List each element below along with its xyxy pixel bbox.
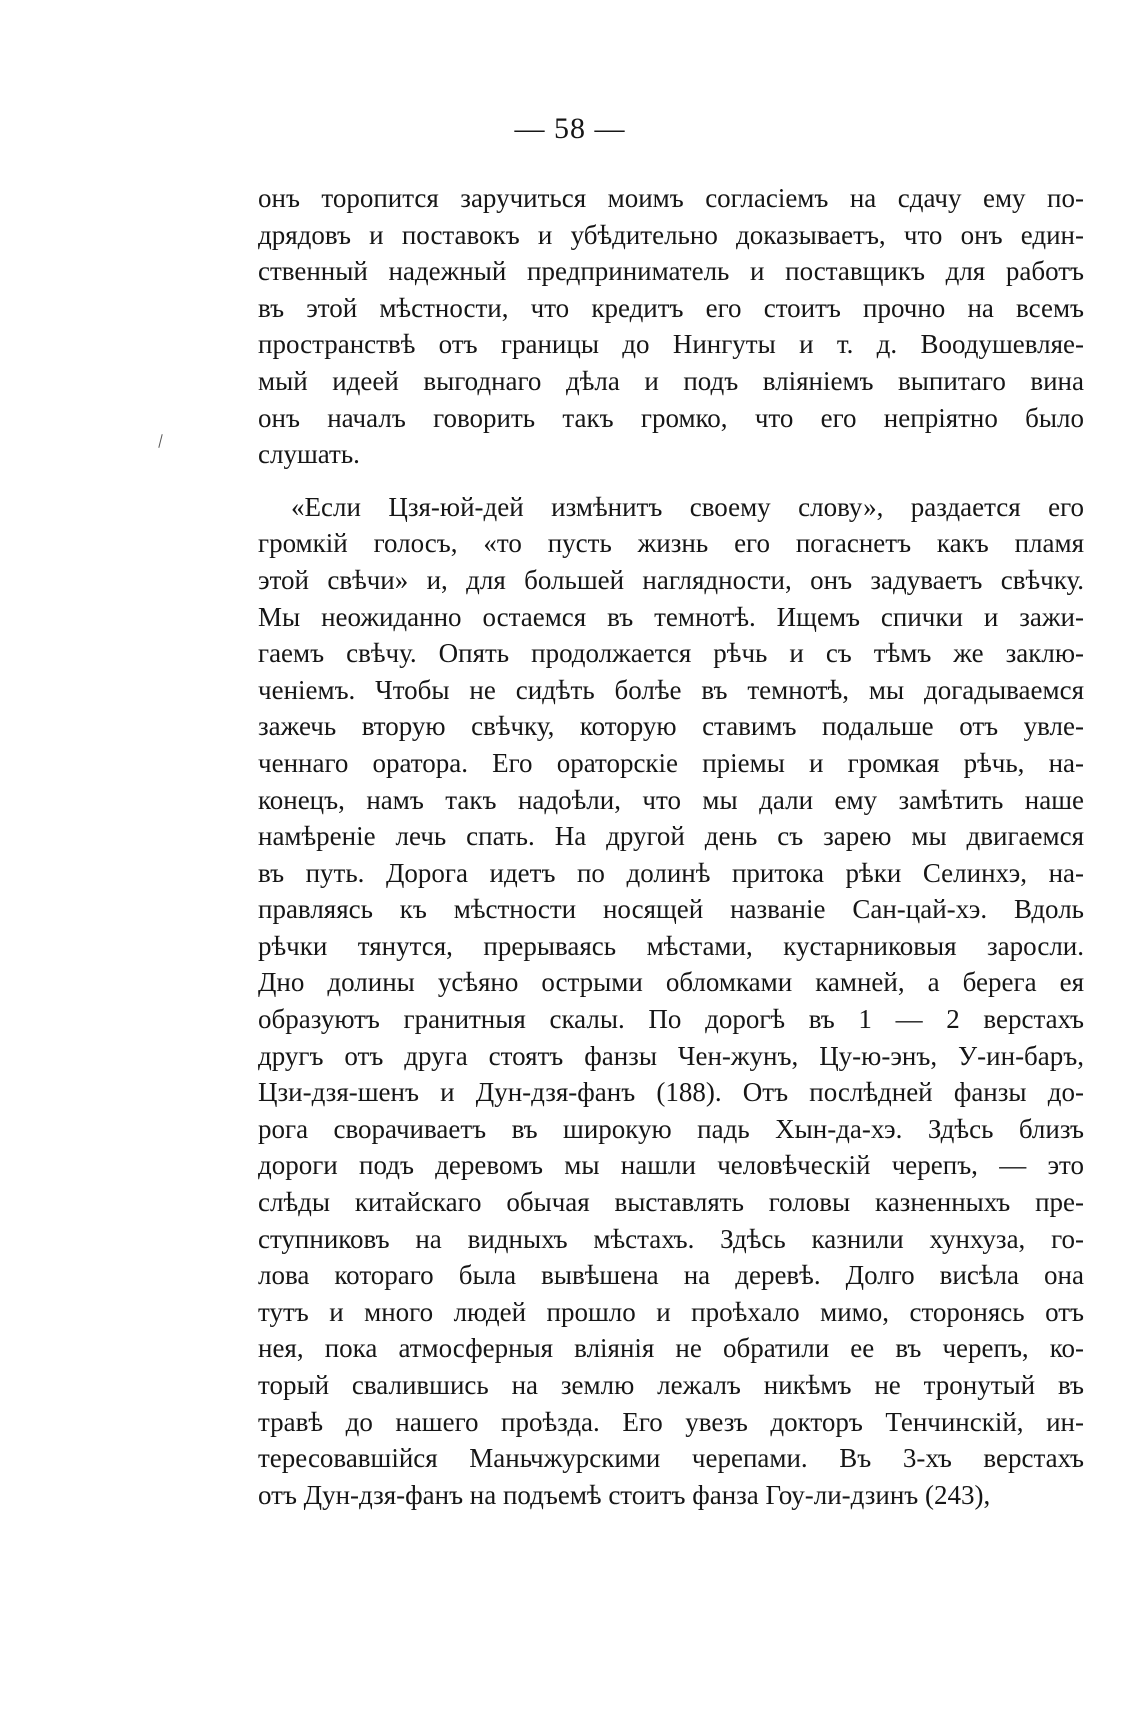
text-line: правляясь къ мѣстности носящей названіе Сан-цай-хэ. Вдоль [258,894,1084,925]
text-line: торый свалившись на землю лежалъ никѣмъ не тронутый въ [258,1370,1084,1400]
text-line: нея, пока атмосферныя вліянія не обратили ее въ черепъ, ко- [258,1333,1084,1364]
text-line: въ путь. Дорога идетъ по долинѣ притока рѣки Селинхэ, на- [258,857,1084,888]
text-line: онъ торопится заручиться моимъ согласіемъ на сдачу ему по- [258,183,1084,213]
text-line: громкій голосъ, «то пусть жизнь его погаснетъ какъ пламя [258,528,1084,559]
text-line: «Если Цзя-юй-дей измѣнитъ своему слову», раздается его [291,491,1084,522]
margin-mark [158,434,162,448]
text-line: зажечь вторую свѣчку, которую ставимъ подальше отъ увле- [258,711,1084,742]
text-line: намѣреніе лечь спать. На другой день съ зарею мы двигаемся [258,821,1084,852]
paragraph [258,489,1084,1514]
text-line: травѣ до нашего проѣзда. Его увезъ докторъ Тенчинскій, ин- [258,1406,1084,1437]
text-line: образуютъ гранитныя скалы. По дорогѣ въ 1 — 2 верстахъ [258,1004,1084,1035]
text-line: дрядовъ и поставокъ и убѣдительно доказываетъ, что онъ един- [258,219,1084,250]
paragraph [258,180,1084,473]
text-line: другъ отъ друга стоятъ фанзы Чен-жунъ, Цу-ю-энъ, У-ин-баръ, [258,1040,1084,1071]
body-text [258,180,1084,1513]
text-line: пространствѣ отъ границы до Нингуты и т. д. Воодушевляе- [258,329,1084,360]
text-line: гаемъ свѣчу. Опять продолжается рѣчь и съ тѣмъ же заклю- [258,638,1084,669]
page-number: — 58 — [514,112,626,145]
text-line: тутъ и много людей прошло и проѣхало мимо, сторонясь отъ [258,1296,1084,1327]
text-line: тересовавшійся Маньчжурскими черепами. Въ 3-хъ верстахъ [258,1443,1084,1474]
text-line: этой свѣчи» и, для большей наглядности, онъ задуваетъ свѣчку. [258,564,1084,595]
text-line: отъ Дун-дзя-фанъ на подъемѣ стоитъ фанза Гоу-ли-дзинъ (243), [258,1479,991,1510]
text-line: ступниковъ на видныхъ мѣстахъ. Здѣсь казнили хунхуза, го- [258,1223,1084,1254]
text-line: въ этой мѣстности, что кредитъ его стоитъ прочно на всемъ [258,292,1084,323]
text-line: рѣчки тянутся, прерываясь мѣстами, кустарниковыя заросли. [258,930,1084,961]
text-line: слушать. [258,439,360,470]
text-line: Цзи-дзя-шенъ и Дун-дзя-фанъ (188). Отъ послѣдней фанзы до- [258,1077,1084,1108]
text-line: мый идеей выгоднаго дѣла и подъ вліяніемъ выпитаго вина [258,365,1084,396]
text-line: конецъ, намъ такъ надоѣли, что мы дали ему замѣтить наше [258,784,1084,815]
text-line: слѣды китайскаго обычая выставлять головы казненныхъ пре- [258,1187,1084,1218]
paragraph-gap [258,473,1084,489]
text-line: Мы неожиданно остаемся въ темнотѣ. Ищемъ спички и зажи- [258,601,1084,632]
text-line: ственный надежный предприниматель и поставщикъ для работъ [258,256,1084,287]
text-line: рога сворачиваетъ въ широкую падь Хын-да-хэ. Здѣсь близъ [258,1113,1084,1144]
text-line: ченіемъ. Чтобы не сидѣть болѣе въ темнотѣ, мы догадываемся [258,674,1084,705]
text-line: Дно долины усѣяно острыми обломками камней, а берега ея [258,967,1084,998]
text-line: онъ началъ говорить такъ громко, что его непріятно было [258,402,1084,433]
text-line: ченнаго оратора. Его ораторскіе пріемы и громкая рѣчь, на- [258,747,1084,778]
text-line: лова котораго была вывѣшена на деревѣ. Долго висѣла она [258,1260,1084,1291]
text-line: дороги подъ деревомъ мы нашли человѣческій черепъ, — это [258,1150,1084,1181]
